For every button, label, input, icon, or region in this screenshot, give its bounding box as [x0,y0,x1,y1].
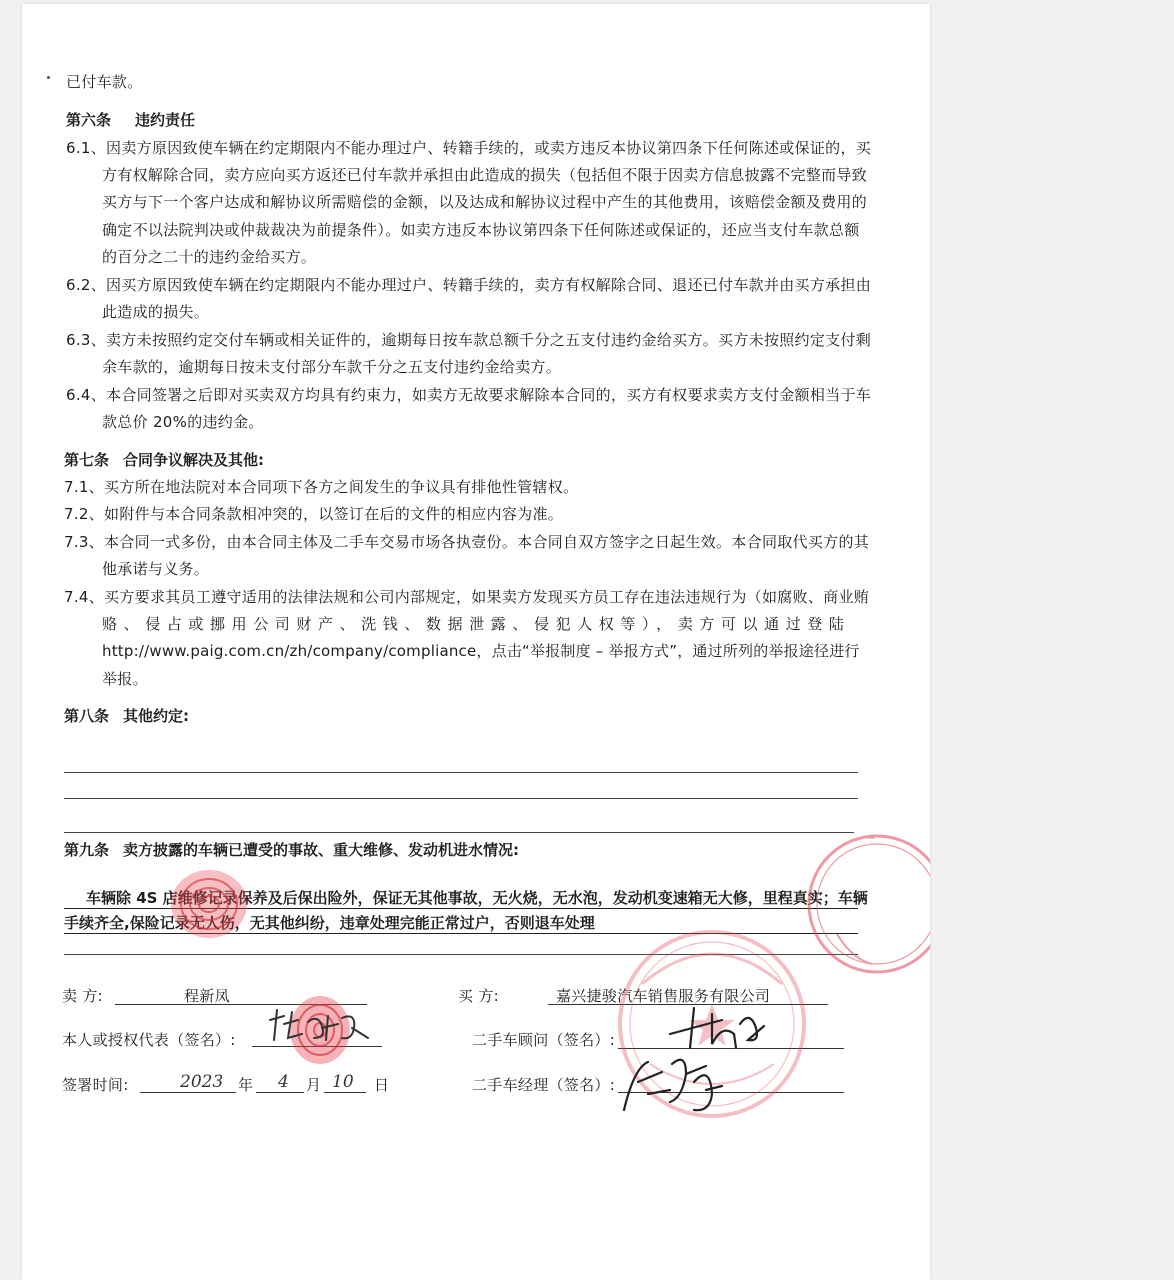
section-9-line-2: 手续齐全,保险记录无人伤，无其他纠纷，违章处理完能正常过户，否则退车处理 [64,914,595,932]
clause-7-4-line-4: 举报。 [102,670,148,688]
fingerprint-seller [290,996,350,1064]
section-7-title: 合同争议解决及其他: [123,451,265,469]
buyer-label: 买 方: [458,987,500,1005]
fingerprint-section9 [171,870,247,938]
contract-page [22,4,930,1280]
rep-sign-label: 本人或授权代表（签名）: [62,1031,236,1049]
section-6-title: 违约责任 [135,111,196,129]
manager-sign-label: 二手车经理（签名）: [472,1076,616,1094]
clause-6-1-line-5: 的百分之二十的违约金给买方。 [102,248,317,266]
section-9-line-1: 车辆除 4S 店维修记录保养及后保出险外，保证无其他事故，无火烧，无水泡，发动机变速箱无大修，里程真实；车辆 [86,889,868,907]
lead-line: 已付车款。 [66,73,143,91]
date-day: 10 [332,1072,354,1092]
section-8-title: 其他约定: [123,707,190,725]
company-seal-edge [809,836,930,972]
clause-6-2-line-1: 6.2、因买方原因致使车辆在约定期限内不能办理过户、转籍手续的，卖方有权解除合同、退还已付车款并由买方承担由 [66,276,872,294]
clause-6-4-line-1: 6.4、本合同签署之后即对买卖双方均具有约束力，如卖方无故要求解除本合同的，买方有权要求卖方支付金额相当于车 [66,386,872,404]
clause-7-4-line-1: 7.4、买方要求其员工遵守适用的法律法规和公司内部规定，如果卖方发现买方员工存在违法违规行为（如腐败、商业贿 [64,588,870,606]
date-month: 4 [278,1072,289,1092]
clause-7-3-line-2: 他承诺与义务。 [102,560,210,578]
section-7-number: 第七条 [64,451,110,469]
day-unit: 日 [374,1076,390,1094]
clause-6-1-line-4: 确定不以法院判决或仲裁裁决为前提条件）。如卖方违反本协议第四条下任何陈述或保证的，还应当支付车款总额 [102,221,860,239]
date-year: 2023 [180,1072,224,1092]
manager-signature [624,1060,722,1110]
section-6-number: 第六条 [66,111,112,129]
stamps-and-signatures [22,4,930,1280]
clause-7-2: 7.2、如附件与本合同条款相冲突的，以签订在后的文件的相应内容为准。 [64,505,564,523]
clause-6-4-line-2: 款总价 20%的违约金。 [102,413,264,431]
clause-6-1-line-1: 6.1、因卖方原因致使车辆在约定期限内不能办理过户、转籍手续的，或卖方违反本协议第四条下任何陈述或保证的，买 [66,139,872,157]
clause-7-3-line-1: 7.3、本合同一式多份，由本合同主体及二手车交易市场各执壹份。本合同自双方签字之日起生效。本合同取代买方的其 [64,533,870,551]
section-8-number: 第八条 [64,707,110,725]
clause-6-1-line-2: 方有权解除合同，卖方应向买方返还已付车款并承担由此造成的损失（包括但不限于因卖方信息披露不完整而导致 [102,166,868,184]
year-unit: 年 [238,1076,254,1094]
clause-7-4-line-3: http://www.paig.com.cn/zh/company/compliance，点击“举报制度 – 举报方式”，通过所列的举报途径进行 [102,642,860,660]
clause-6-2-line-2: 此造成的损失。 [102,303,210,321]
clause-6-1-line-3: 买方与下一个客户达成和解协议所需赔偿的金额，以及达成和解协议过程中产生的其他费用，该赔偿金额及费用的 [102,193,868,211]
clause-7-4-line-2: 赂、侵占或挪用公司财产、洗钱、数据泄露、侵犯人权等），卖方可以通过登陆 [102,615,851,633]
buyer-name: 嘉兴捷骏汽车销售服务有限公司 [556,987,771,1005]
seller-label: 卖 方: [62,987,104,1005]
section-9-number: 第九条 [64,841,110,859]
clause-6-3-line-1: 6.3、卖方未按照约定交付车辆或相关证件的，逾期每日按车款总额千分之五支付违约金给买方。买方未按照约定支付剩 [66,331,872,349]
month-unit: 月 [306,1076,322,1094]
clause-7-1: 7.1、买方所在地法院对本合同项下各方之间发生的争议具有排他性管辖权。 [64,478,579,496]
advisor-sign-label: 二手车顾问（签名）: [472,1031,616,1049]
seller-name: 程新凤 [184,987,230,1005]
section-9-title: 卖方披露的车辆已遭受的事故、重大维修、发动机进水情况: [123,841,520,859]
date-label: 签署时间: [62,1076,129,1094]
clause-6-3-line-2: 余车款的，逾期每日按未支付部分车款千分之五支付违约金给卖方。 [102,358,562,376]
